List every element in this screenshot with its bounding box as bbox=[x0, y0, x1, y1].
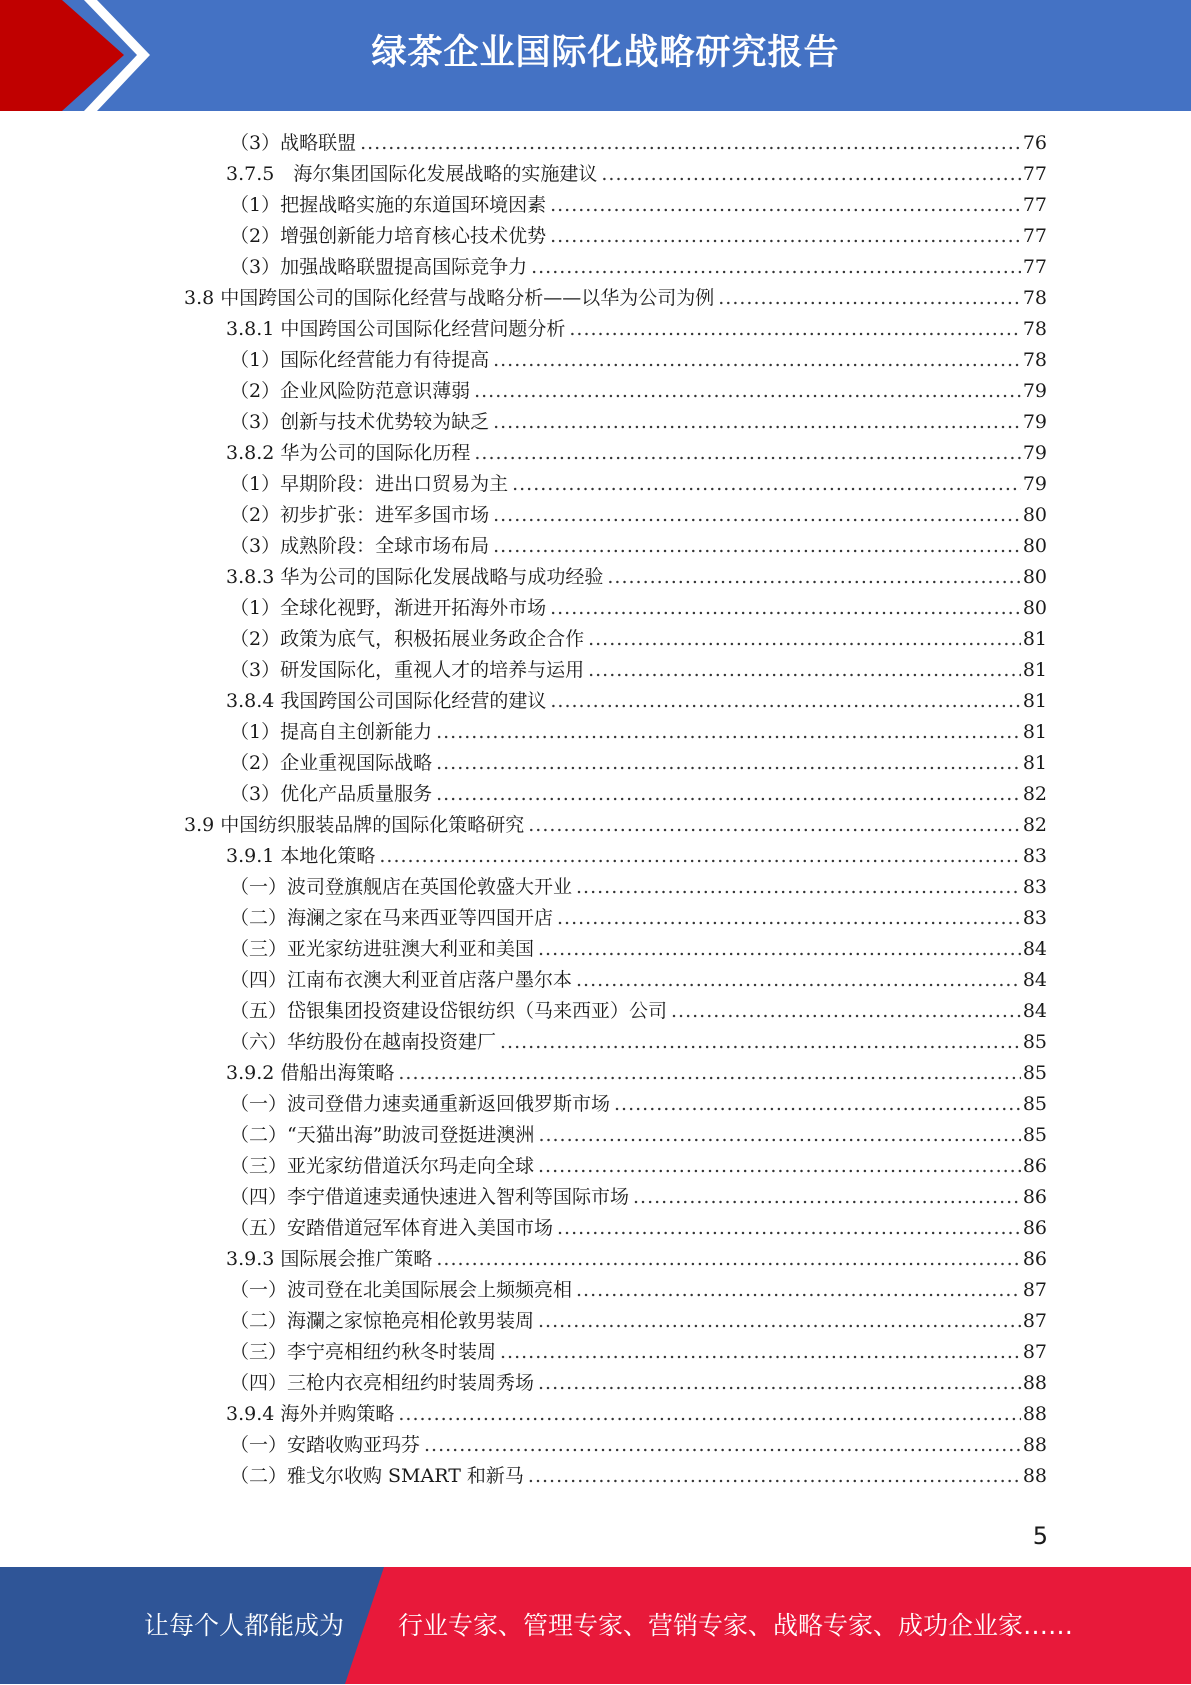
toc-dot-leader bbox=[538, 1310, 1021, 1332]
toc-entry-page: 80 bbox=[1022, 504, 1047, 526]
toc-dot-leader bbox=[493, 504, 1021, 526]
toc-dot-leader bbox=[569, 318, 1020, 340]
toc-entry[interactable] bbox=[230, 717, 1047, 748]
toc-entry-title: （四）江南布衣澳大利亚首店落户墨尔本 bbox=[230, 969, 573, 991]
toc-dot-leader bbox=[436, 783, 1021, 805]
toc-entry-page: 88 bbox=[1022, 1434, 1047, 1456]
toc-entry-page: 87 bbox=[1022, 1341, 1047, 1363]
toc-entry-title: （一）波司登借力速卖通重新返回俄罗斯市场 bbox=[230, 1093, 611, 1115]
toc-entry[interactable] bbox=[230, 624, 1047, 655]
toc-entry[interactable] bbox=[230, 1089, 1047, 1120]
toc-dot-leader bbox=[550, 690, 1020, 712]
toc-dot-leader bbox=[424, 1434, 1021, 1456]
toc-entry-page: 87 bbox=[1022, 1279, 1047, 1301]
toc-entry[interactable] bbox=[230, 221, 1047, 252]
toc-entry-title: （二）海瀾之家惊艳亮相伦敦男装周 bbox=[230, 1310, 535, 1332]
toc-entry-title: 3.9.3 国际展会推广策略 bbox=[226, 1248, 433, 1270]
toc-entry[interactable] bbox=[230, 1213, 1047, 1244]
toc-dot-leader bbox=[671, 1000, 1021, 1022]
toc-dot-leader bbox=[398, 1062, 1020, 1084]
toc-entry[interactable] bbox=[230, 345, 1047, 376]
toc-entry[interactable] bbox=[226, 841, 1047, 872]
toc-dot-leader bbox=[588, 659, 1021, 681]
toc-dot-leader bbox=[512, 473, 1021, 495]
toc-entry[interactable] bbox=[226, 686, 1047, 717]
toc-entry-page: 82 bbox=[1022, 814, 1047, 836]
toc-entry-page: 84 bbox=[1022, 938, 1047, 960]
toc-entry-page: 80 bbox=[1022, 597, 1047, 619]
toc-entry[interactable] bbox=[230, 128, 1047, 159]
toc-entry[interactable] bbox=[230, 1461, 1047, 1492]
toc-entry-title: （1）全球化视野，渐进开拓海外市场 bbox=[230, 597, 547, 619]
toc-entry-page: 76 bbox=[1022, 132, 1047, 154]
toc-dot-leader bbox=[538, 1372, 1021, 1394]
toc-dot-leader bbox=[557, 907, 1021, 929]
toc-entry-page: 81 bbox=[1022, 690, 1047, 712]
header-band bbox=[0, 0, 1191, 111]
toc-dot-leader bbox=[474, 380, 1021, 402]
toc-entry[interactable] bbox=[230, 748, 1047, 779]
toc-dot-leader bbox=[360, 132, 1021, 154]
toc-entry[interactable] bbox=[226, 159, 1047, 190]
toc-dot-leader bbox=[614, 1093, 1021, 1115]
toc-dot-leader bbox=[436, 752, 1021, 774]
toc-dot-leader bbox=[436, 1248, 1020, 1270]
toc-entry[interactable] bbox=[230, 593, 1047, 624]
toc-dot-leader bbox=[493, 411, 1021, 433]
toc-entry[interactable] bbox=[184, 283, 1047, 314]
toc-entry-title: （一）波司登旗舰店在英国伦敦盛大开业 bbox=[230, 876, 573, 898]
toc-entry[interactable] bbox=[230, 1337, 1047, 1368]
toc-entry-page: 80 bbox=[1022, 566, 1047, 588]
toc-entry-title: （2）增强创新能力培育核心技术优势 bbox=[230, 225, 547, 247]
toc-entry-title: （3）加强战略联盟提高国际竞争力 bbox=[230, 256, 528, 278]
toc-dot-leader bbox=[576, 876, 1021, 898]
toc-entry-page: 78 bbox=[1022, 287, 1047, 309]
toc-entry-title: （2）企业风险防范意识薄弱 bbox=[230, 380, 471, 402]
toc-entry[interactable] bbox=[230, 469, 1047, 500]
toc-entry-page: 82 bbox=[1022, 783, 1047, 805]
toc-entry[interactable] bbox=[230, 1182, 1047, 1213]
toc-entry-title: （3）优化产品质量服务 bbox=[230, 783, 433, 805]
toc-entry[interactable] bbox=[226, 314, 1047, 345]
toc-entry-page: 88 bbox=[1022, 1372, 1047, 1394]
toc-dot-leader bbox=[493, 535, 1021, 557]
toc-entry-page: 84 bbox=[1022, 969, 1047, 991]
toc-dot-leader bbox=[633, 1186, 1021, 1208]
toc-entry-page: 84 bbox=[1022, 1000, 1047, 1022]
toc-entry-page: 83 bbox=[1022, 907, 1047, 929]
toc-entry-title: （二）雅戈尔收购 SMART 和新马 bbox=[230, 1465, 524, 1487]
toc-dot-leader bbox=[550, 225, 1021, 247]
toc-dot-leader bbox=[500, 1341, 1021, 1363]
toc-dot-leader bbox=[531, 256, 1021, 278]
toc-entry[interactable] bbox=[230, 996, 1047, 1027]
toc-entry-title: 3.9.2 借船出海策略 bbox=[226, 1062, 395, 1084]
toc-dot-leader bbox=[493, 349, 1021, 371]
toc-entry-title: （六）华纺股份在越南投资建厂 bbox=[230, 1031, 497, 1053]
toc-entry[interactable] bbox=[184, 810, 1047, 841]
toc-entry-page: 79 bbox=[1022, 473, 1047, 495]
toc-entry-title: （三）亚光家纺借道沃尔玛走向全球 bbox=[230, 1155, 535, 1177]
toc-dot-leader bbox=[550, 597, 1021, 619]
toc-entry-title: （二）“天猫出海”助波司登挺进澳洲 bbox=[230, 1124, 535, 1146]
toc-dot-leader bbox=[576, 1279, 1021, 1301]
toc-entry[interactable] bbox=[230, 965, 1047, 996]
toc-entry-title: （2）政策为底气，积极拓展业务政企合作 bbox=[230, 628, 585, 650]
toc-entry-title: （五）安踏借道冠军体育进入美国市场 bbox=[230, 1217, 554, 1239]
toc-entry-page: 81 bbox=[1022, 628, 1047, 650]
toc-dot-leader bbox=[538, 1124, 1020, 1146]
toc-entry[interactable] bbox=[230, 1368, 1047, 1399]
toc-entry[interactable] bbox=[230, 779, 1047, 810]
toc-entry-title: 3.9 中国纺织服装品牌的国际化策略研究 bbox=[184, 814, 525, 836]
toc-entry[interactable] bbox=[226, 1399, 1047, 1430]
toc-entry-title: （二）海澜之家在马来西亚等四国开店 bbox=[230, 907, 554, 929]
toc-entry[interactable] bbox=[226, 438, 1047, 469]
toc-entry-title: （3）战略联盟 bbox=[230, 132, 357, 154]
toc-entry[interactable] bbox=[230, 376, 1047, 407]
toc-entry[interactable] bbox=[230, 252, 1047, 283]
toc-dot-leader bbox=[538, 1155, 1021, 1177]
toc-entry-page: 83 bbox=[1022, 845, 1047, 867]
toc-entry-title: （五）岱银集团投资建设岱银纺织（马来西亚）公司 bbox=[230, 1000, 668, 1022]
toc-entry-title: 3.8.1 中国跨国公司国际化经营问题分析 bbox=[226, 318, 566, 340]
toc-dot-leader bbox=[557, 1217, 1021, 1239]
toc-entry-page: 87 bbox=[1022, 1310, 1047, 1332]
toc-entry[interactable] bbox=[230, 531, 1047, 562]
toc-entry-title: （四）李宁借道速卖通快速进入智利等国际市场 bbox=[230, 1186, 630, 1208]
toc-entry[interactable] bbox=[230, 655, 1047, 686]
toc-entry-page: 77 bbox=[1022, 163, 1047, 185]
toc-entry[interactable] bbox=[230, 1151, 1047, 1182]
toc-entry-page: 78 bbox=[1022, 349, 1047, 371]
toc-entry[interactable] bbox=[230, 1430, 1047, 1461]
toc-entry-page: 81 bbox=[1022, 659, 1047, 681]
toc-entry-page: 79 bbox=[1022, 380, 1047, 402]
toc-entry[interactable] bbox=[230, 500, 1047, 531]
report-title: 绿茶企业国际化战略研究报告 bbox=[371, 33, 840, 73]
toc-entry[interactable] bbox=[230, 1120, 1047, 1151]
toc-dot-leader bbox=[607, 566, 1020, 588]
toc-entry-page: 85 bbox=[1022, 1031, 1047, 1053]
toc-entry[interactable] bbox=[226, 1244, 1047, 1275]
toc-entry-title: （2）企业重视国际战略 bbox=[230, 752, 433, 774]
toc-dot-leader bbox=[436, 721, 1021, 743]
toc-entry-page: 77 bbox=[1022, 225, 1047, 247]
toc-entry-page: 79 bbox=[1022, 411, 1047, 433]
toc-entry-title: 3.7.5 海尔集团国际化发展战略的实施建议 bbox=[226, 163, 598, 185]
footer-slogan-left: 让每个人都能成为 bbox=[144, 1611, 345, 1640]
toc-dot-leader bbox=[474, 442, 1020, 464]
toc-dot-leader bbox=[379, 845, 1020, 867]
toc-entry-title: （四）三枪内衣亮相纽约时装周秀场 bbox=[230, 1372, 535, 1394]
toc-entry-title: （一）波司登在北美国际展会上频频亮相 bbox=[230, 1279, 573, 1301]
footer-band bbox=[0, 1567, 1191, 1684]
toc-entry-page: 86 bbox=[1022, 1155, 1047, 1177]
toc-dot-leader bbox=[718, 287, 1021, 309]
toc-dot-leader bbox=[601, 163, 1020, 185]
toc-entry-title: （1）早期阶段：进出口贸易为主 bbox=[230, 473, 509, 495]
toc-entry[interactable] bbox=[230, 1027, 1047, 1058]
toc-dot-leader bbox=[550, 194, 1021, 216]
toc-entry-title: （1）提高自主创新能力 bbox=[230, 721, 433, 743]
toc-entry-page: 85 bbox=[1022, 1093, 1047, 1115]
footer-slogan-right: 行业专家、管理专家、营销专家、战略专家、成功企业家…… bbox=[398, 1611, 1074, 1640]
toc-entry-page: 85 bbox=[1022, 1062, 1047, 1084]
toc-entry-title: 3.8.3 华为公司的国际化发展战略与成功经验 bbox=[226, 566, 604, 588]
toc-entry-title: （三）李宁亮相纽约秋冬时装周 bbox=[230, 1341, 497, 1363]
toc-entry-page: 78 bbox=[1022, 318, 1047, 340]
toc-entry-title: 3.9.4 海外并购策略 bbox=[226, 1403, 395, 1425]
toc-entry-page: 86 bbox=[1022, 1248, 1047, 1270]
toc-entry-title: （三）亚光家纺进驻澳大利亚和美国 bbox=[230, 938, 535, 960]
toc-dot-leader bbox=[588, 628, 1021, 650]
toc-entry-title: 3.8.2 华为公司的国际化历程 bbox=[226, 442, 471, 464]
toc-dot-leader bbox=[528, 814, 1021, 836]
toc-entry[interactable] bbox=[230, 934, 1047, 965]
toc-entry[interactable] bbox=[230, 903, 1047, 934]
toc-entry[interactable] bbox=[230, 1275, 1047, 1306]
toc-entry-page: 77 bbox=[1022, 256, 1047, 278]
toc-dot-leader bbox=[500, 1031, 1021, 1053]
toc-entry-page: 81 bbox=[1022, 721, 1047, 743]
toc-entry[interactable] bbox=[230, 190, 1047, 221]
toc-entry[interactable] bbox=[226, 562, 1047, 593]
toc-entry-page: 85 bbox=[1022, 1124, 1047, 1146]
toc-entry-page: 86 bbox=[1022, 1186, 1047, 1208]
toc-entry-page: 80 bbox=[1022, 535, 1047, 557]
toc-entry-title: 3.8.4 我国跨国公司国际化经营的建议 bbox=[226, 690, 547, 712]
toc-entry-page: 81 bbox=[1022, 752, 1047, 774]
toc-entry-page: 88 bbox=[1022, 1403, 1047, 1425]
toc-dot-leader bbox=[576, 969, 1021, 991]
toc-entry-title: （3）成熟阶段：全球市场布局 bbox=[230, 535, 490, 557]
toc-entry-page: 79 bbox=[1022, 442, 1047, 464]
toc-entry-page: 83 bbox=[1022, 876, 1047, 898]
toc-entry-title: （2）初步扩张：进军多国市场 bbox=[230, 504, 490, 526]
toc-entry-title: （一）安踏收购亚玛芬 bbox=[230, 1434, 421, 1456]
toc-dot-leader bbox=[538, 938, 1021, 960]
toc-entry-title: 3.9.1 本地化策略 bbox=[226, 845, 376, 867]
toc-entry-title: 3.8 中国跨国公司的国际化经营与战略分析——以华为公司为例 bbox=[184, 287, 715, 309]
toc-entry-page: 86 bbox=[1022, 1217, 1047, 1239]
toc-entry-title: （1）把握战略实施的东道国环境因素 bbox=[230, 194, 547, 216]
toc-entry-title: （3）创新与技术优势较为缺乏 bbox=[230, 411, 490, 433]
toc-entry[interactable] bbox=[226, 1058, 1047, 1089]
toc-dot-leader bbox=[528, 1465, 1021, 1487]
toc-entry[interactable] bbox=[230, 1306, 1047, 1337]
toc-dot-leader bbox=[398, 1403, 1020, 1425]
toc-entry[interactable] bbox=[230, 872, 1047, 903]
toc-entry-page: 77 bbox=[1022, 194, 1047, 216]
toc-entry-title: （1）国际化经营能力有待提高 bbox=[230, 349, 490, 371]
page-number: 5 bbox=[1032, 1522, 1048, 1550]
toc-entry-page: 88 bbox=[1022, 1465, 1047, 1487]
toc-entry[interactable] bbox=[230, 407, 1047, 438]
toc-entry-title: （3）研发国际化，重视人才的培养与运用 bbox=[230, 659, 585, 681]
